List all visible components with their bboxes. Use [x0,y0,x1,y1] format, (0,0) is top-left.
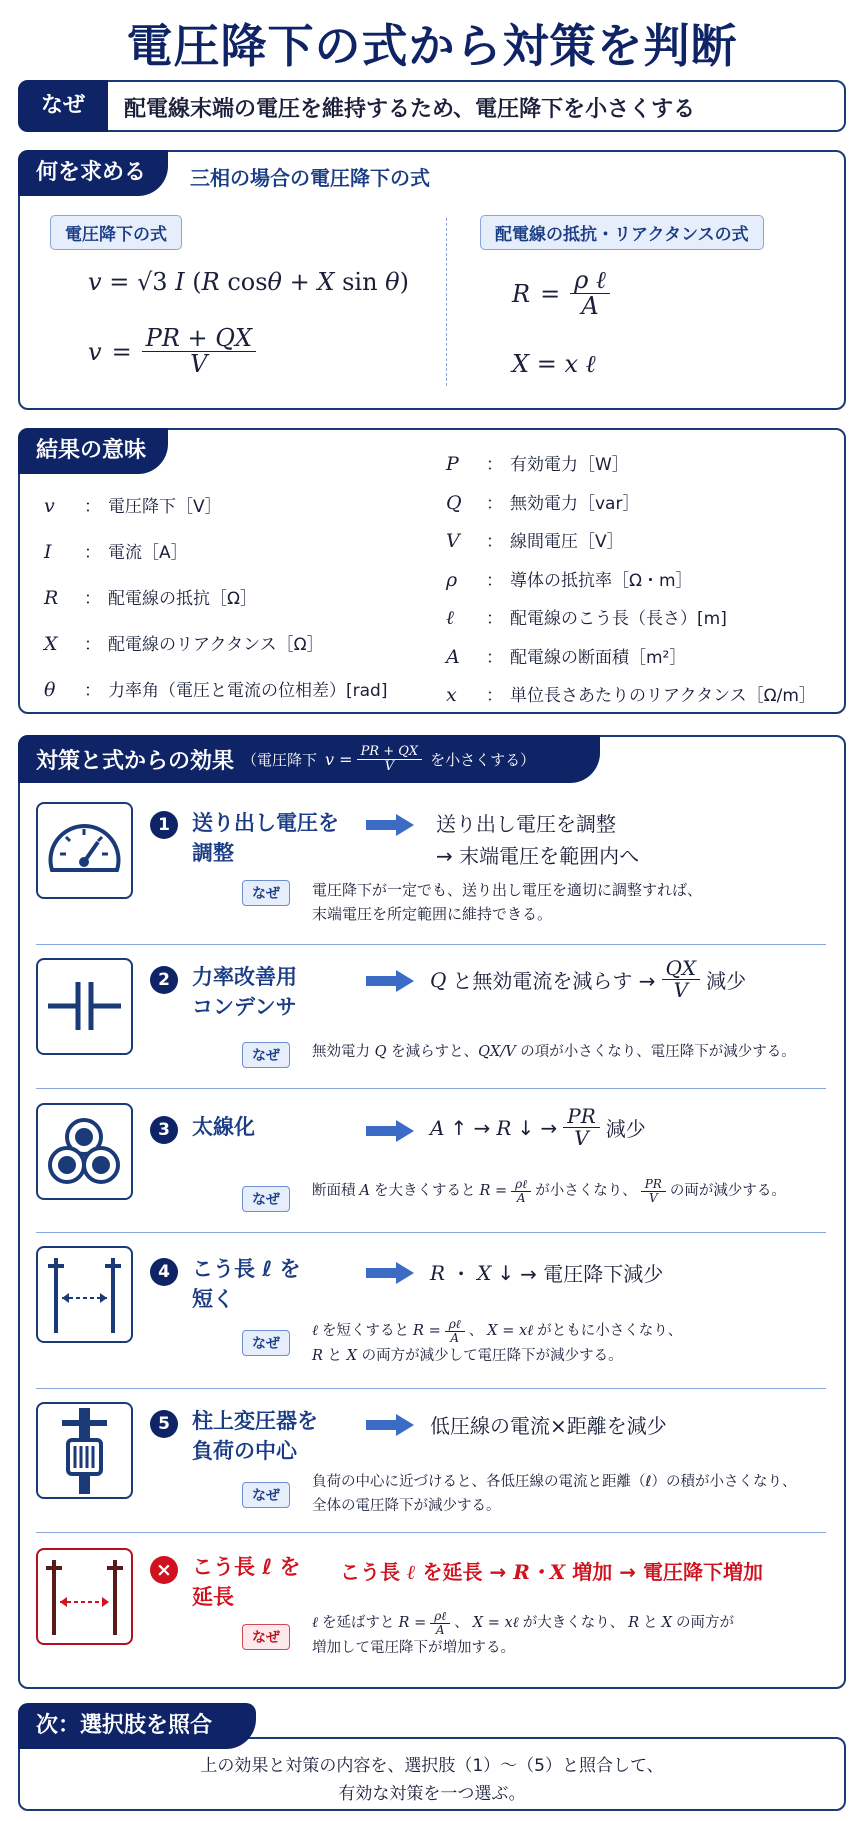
separator [36,1088,826,1089]
itemx-why: ℓ を延ばすと R = $\frac{\text{ρℓ}}{A}$ 、 X = xℓ が大きくなり、 R と X の両方が 増加して電圧降下が増加する。 [312,1609,734,1657]
meaning-tag: 結果の意味 [18,428,168,474]
description: 力率角（電圧と電流の位相差）[rad] [108,681,388,701]
right-item: Q ： 無効電力［var］ [446,491,640,514]
formula-x: X = x ℓ [512,350,596,378]
next-text: 上の効果と対策の内容を、選択肢（1）〜（5）と照合して、 有効な対策を一つ選ぶ。 [200,1756,664,1804]
item5-title: 柱上変圧器を 負荷の中心 [192,1409,318,1463]
step-number-3: 3 [150,1116,178,1144]
symbol: ℓ [446,607,454,629]
description: 単位長さあたりのリアクタンス［Ω/m］ [510,686,816,706]
left-item: I ： 電流［A］ [44,541,188,563]
item4-title: こう長 ℓ を 短く [192,1257,301,1311]
step-number-5: 5 [150,1410,178,1438]
symbol: P [446,453,459,475]
itemx-title: こう長 ℓ を 延長 [192,1555,301,1609]
right-item: P ： 有効電力［W］ [446,453,629,475]
item3-title: 太線化 [192,1115,255,1139]
seek-heading: 三相の場合の電圧降下の式 [190,166,430,190]
item5-why: 負荷の中心に近づけると、各低圧線の電流と距離（ℓ）の積が小さくなり、 全体の電圧降下が減少する。 [312,1474,797,1514]
symbol: v [44,495,55,517]
step-number-4: 4 [150,1258,178,1286]
why-badge: なぜ [242,1330,290,1356]
separator [36,1232,826,1233]
description: 配電線の断面積［m²］ [510,647,687,668]
arrow-icon [366,970,414,992]
right-item: ρ ： 導体の抵抗率［Ω・m］ [446,568,693,591]
naze-tag: なぜ [18,80,108,132]
description: 電圧降下［V］ [108,497,222,517]
item4-why: ℓ を短くすると R = $\frac{\text{ρℓ}}{A}$ 、 X = xℓ がともに小さくなり、 R と X の両方が減少して電圧降下が減少する。 [312,1317,683,1365]
cross-icon: × [150,1556,178,1584]
right-item: A ： 配電線の断面積［m²］ [446,645,687,668]
item5-effect: 低圧線の電流×距離を減少 [430,1414,667,1438]
description: 無効電力［var］ [510,493,640,514]
step-number-2: 2 [150,966,178,994]
symbol: x [446,684,457,706]
symbol: V [446,530,460,552]
item2-why: 無効電力 Q を減らすと、QX/V の項が小さくなり、電圧降下が減少する。 [312,1044,796,1060]
transformer-icon [36,1402,133,1499]
arrow-icon [366,1262,414,1284]
description: 電流［A］ [108,543,188,563]
arrow-icon [366,1120,414,1142]
why-badge: なぜ [242,1042,290,1068]
thick-cable-icon [36,1103,133,1200]
page-title: 電圧降下の式から対策を判断 [126,19,738,73]
resistance-label: 配電線の抵抗・リアクタンスの式 [480,215,764,250]
formula-r: R = $\frac{\text{ρ ℓ}}{A}$ [512,268,610,319]
meter-icon [36,802,133,899]
measures-title: 対策と式からの効果 [36,748,235,774]
left-item: R ： 配電線の抵抗［Ω］ [44,587,257,609]
measures-note-post: を小さくする） [430,750,536,769]
why-badge: なぜ [242,1482,290,1508]
separator [36,1388,826,1389]
arrow-icon [366,1414,414,1436]
left-item: v ： 電圧降下［V］ [44,495,222,517]
description: 配電線の抵抗［Ω］ [108,589,257,609]
symbol: Q [446,491,462,514]
item3-effect: A ↑ → R ↓ → $\frac{PR}{V}$ 減少 [430,1104,646,1150]
right-item: ℓ ： 配電線のこう長（長さ）[m] [446,607,727,629]
symbol: ρ [446,568,458,591]
measures-tag [18,735,600,783]
left-item: X ： 配電線のリアクタンス［Ω］ [44,633,324,655]
divider [446,218,447,386]
description: 導体の抵抗率［Ω・m］ [510,570,693,591]
item1-why: 電圧降下が一定でも、送り出し電圧を適切に調整すれば、 末端電圧を所定範囲に維持できる。 [312,881,703,923]
measures-note-pre: （電圧降下 [242,750,318,769]
formula-vpq: v = $\frac{PR + QX}{V}$ [88,326,256,377]
arrow-icon [366,814,414,836]
symbol: θ [44,679,56,701]
item1-title: 送り出し電圧を 調整 [192,811,339,865]
naze-text: 配電線末端の電圧を維持するため、電圧降下を小さくする [124,97,696,122]
itemx-effect: こう長 ℓ を延長 → R・X 増加 → 電圧降下増加 [340,1560,763,1584]
description: 線間電圧［V］ [510,532,624,552]
description: 有効電力［W］ [510,455,629,475]
right-item: V ： 線間電圧［V］ [446,530,624,552]
next-tag: 次：選択肢を照合 [18,1703,256,1749]
left-item: θ ： 力率角（電圧と電流の位相差）[rad] [44,679,388,701]
description: 配電線のこう長（長さ）[m] [510,609,727,629]
why-badge: なぜ [242,880,290,906]
why-badge: なぜ [242,1624,290,1650]
symbol: I [44,541,52,563]
measures-note-formula: v = $\frac{PR + QX}{V}$ [325,745,422,773]
seek-tag: 何を求める [18,150,168,196]
item3-why: 断面積 A を大きくすると R = $\frac{\text{ρℓ}}{A}$ が小さくなり、 $\frac{PR}{V}$ の両が減少する。 [312,1177,786,1205]
item2-effect: Q と無効電流を減らす → $\frac{QX}{V}$ 減少 [430,956,747,1002]
separator [36,1532,826,1533]
description: 配電線のリアクタンス［Ω］ [108,635,324,655]
symbol: A [446,645,460,668]
formula-vi: v = √3 I (R cosθ + X sin θ) [88,268,409,296]
step-number-1: 1 [150,811,178,839]
right-item: x ： 単位長さあたりのリアクタンス［Ω/m］ [446,684,816,706]
why-badge: なぜ [242,1186,290,1212]
separator [36,944,826,945]
short-span-icon [36,1246,133,1343]
capacitor-icon [36,958,133,1055]
item2-title: 力率改善用 コンデンサ [192,965,297,1019]
item1-effect: 送り出し電圧を調整 → 末端電圧を範囲内へ [436,812,640,868]
symbol: X [44,633,58,655]
item4-effect: R ・ X ↓ → 電圧降下減少 [430,1260,664,1286]
formula-label: 電圧降下の式 [50,215,182,250]
long-span-icon [36,1548,133,1645]
symbol: R [44,587,59,609]
